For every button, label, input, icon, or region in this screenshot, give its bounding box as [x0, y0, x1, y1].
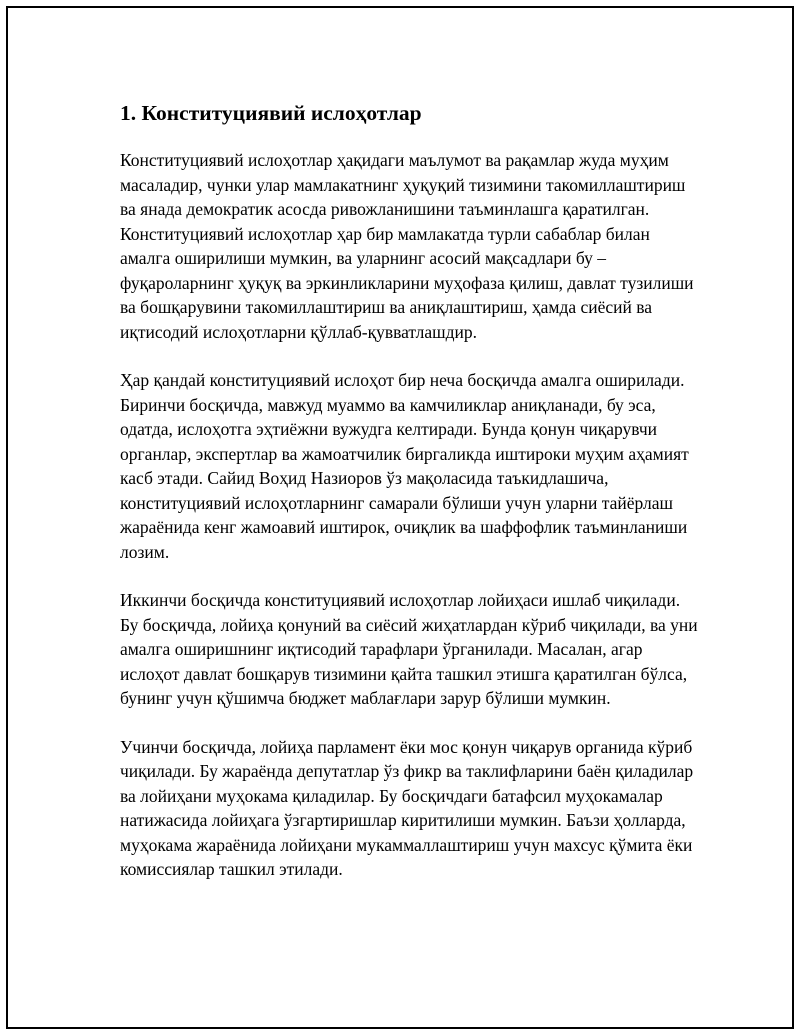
paragraph-3: Иккинчи босқичда конституциявий ислоҳотлар лойиҳаси ишлаб чиқилади. Бу босқичда, лойиҳа қонуний ва сиёсий жиҳатлардан кўриб чиқилади, ва уни амалга оширишнинг иқтисодий тарафлари ўрганилади. Масалан, агар ислоҳот давлат бошқарув тизимини қайта ташкил этишга қаратилган бўлса, бунинг учун қўшимча бюджет маблағлари зарур бўлиши мумкин.	[120, 590, 698, 708]
section-title: 1. Конституциявий ислоҳотлар	[120, 101, 422, 125]
paragraph-2: Ҳар қандай конституциявий ислоҳот бир неча босқичда амалга оширилади. Биринчи босқичда, мавжуд муаммо ва камчиликлар аниқланади, бу эса, одатда, ислоҳотга эҳтиёжни вужудга келтиради. Бунда қонун чиқарувчи органлар, экспертлар ва жамоатчилик биргаликда иштироки муҳим аҳамият касб этади. Сайид Воҳид Назиоров ўз мақоласида таъкидлашича, конституциявий ислоҳотларнинг самарали бўлиши учун уларни тайёрлаш жараёнида кенг жамоавий иштирок, очиқлик ва шаффофлик таъминланиши лозим.	[120, 370, 689, 562]
paragraph-1: Конституциявий ислоҳотлар ҳақидаги маълумот ва рақамлар жуда муҳим масаладир, чунки улар мамлакатнинг ҳуқуқий тизимини такомиллаштириш ва янада демократик асосда ривожланишини таъминлашга қаратилган. Конституциявий ислоҳотлар ҳар бир мамлакатда турли сабаблар билан амалга оширилиши мумкин, ва уларнинг асосий мақсадлари бу – фуқароларнинг ҳуқуқ ва эркинликларини муҳофаза қилиш, давлат тузилиши ва бошқарувини такомиллаштириш ва аниқлаштириш, ҳамда сиёсий ва иқтисодий ислоҳотларни қўллаб-қувватлашдир.	[120, 150, 694, 342]
document-body	[120, 98, 700, 906]
document-page	[6, 6, 794, 1029]
paragraph-4: Учинчи босқичда, лойиҳа парламент ёки мос қонун чиқарув органида кўриб чиқилади. Бу жараёнда депутатлар ўз фикр ва таклифларини баён қиладилар ва лойиҳани муҳокама қиладилар. Бу босқичдаги батафсил муҳокамалар натижасида лойиҳага ўзгартиришлар киритилиши мумкин. Баъзи ҳолларда, муҳокама жараёнида лойиҳани мукаммаллаштириш учун махсус қўмита ёки комиссиялар ташкил этилади.	[120, 736, 694, 879]
